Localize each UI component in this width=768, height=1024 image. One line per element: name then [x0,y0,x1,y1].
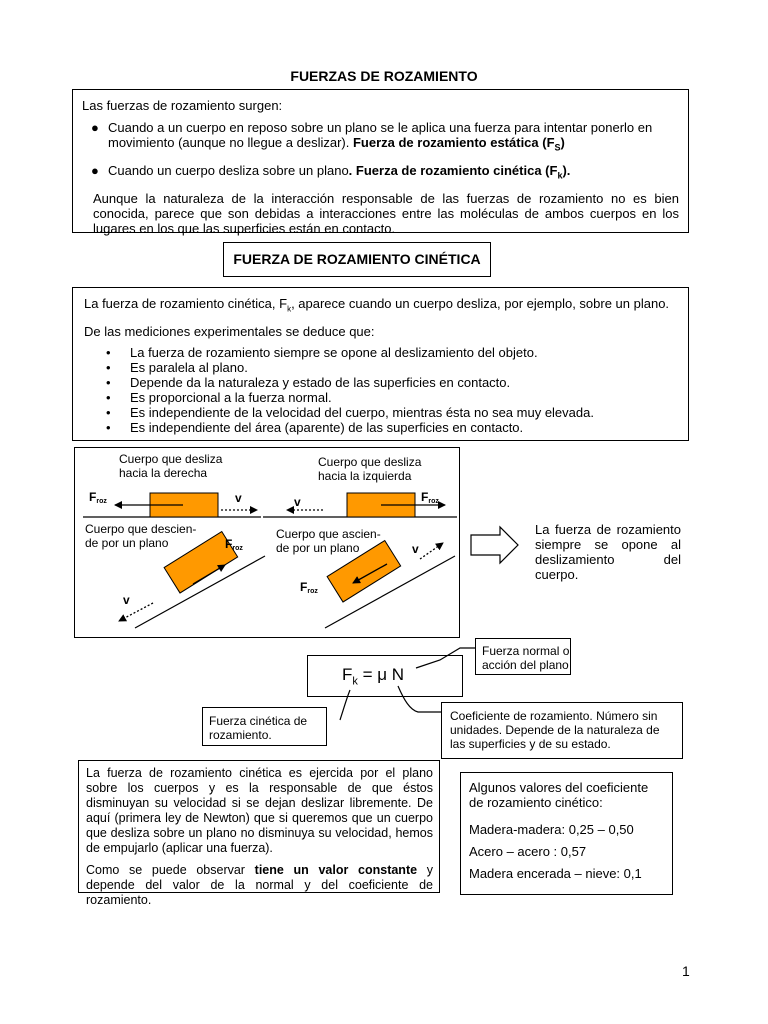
list-item: • Es paralela al plano. [106,359,248,375]
explanation-para1: La fuerza de rozamiento cinética es ejercida por el plano sobre los cuerpos y es la responsable de que éstos disminuyan su velocidad si se dejan deslizar libremente. De aquí (primera ley de Newton) que si queremos que un cuerpo que desliza sobre un plano no disminuya su velocidad, hemos de empujarlo (aplicar una fuerza). [86,766,433,855]
list-item: • Depende da la naturaleza y estado de las superficies en contacto. [106,374,511,390]
caption-ascending-2: de por un plano [276,541,360,555]
intro-paragraph: Aunque la naturaleza de la interacción responsable de las fuerzas de rozamiento no es bien conocida, parece que son debidas a interacciones entre las moléculas de ambos cuerpos en los lugares en los que las superficies están en contacto. [93,191,679,237]
list-item: ● Cuando un cuerpo desliza sobre un plano. Fuerza de rozamiento cinética $(F_k)$. [91,162,571,181]
kinetic-intro: La fuerza de rozamiento cinética, $F_k$, aparece cuando un cuerpo desliza, por ejemplo, sobre un plano. [84,296,670,314]
froz-label-2: Froz [421,490,439,505]
list-item: ● Cuando a un cuerpo en reposo sobre un plano se le aplica una fuerza para intentar ponerlo en movimiento (aunque no llegue a deslizar). Fuerza de rozamiento estática $(F_S)$ [91,120,653,153]
froz-label-1: Froz [89,490,107,505]
value-item: Madera-madera: 0,25 – 0,50 [469,822,634,837]
explanation-para2: Como se puede observar tiene un valor constante y depende del valor de la normal y del coeficiente de rozamiento. [86,863,433,907]
values-heading: Algunos valores del coeficiente de rozamiento cinético: [469,780,649,810]
caption-descending-2: de por un plano [85,536,169,550]
caption-right-2: hacia la derecha [119,466,208,480]
v-label-3: v [123,593,130,607]
page-number: 1 [682,963,690,979]
side-note: La fuerza de rozamiento siempre se opone al deslizamiento del cuerpo. [535,522,681,582]
caption-left: Cuerpo que desliza [318,455,422,469]
formula: $F_k = \mu$ N [342,665,405,688]
list-item: • Es independiente del área (aparente) de las superficies en contacto. [106,419,524,435]
caption-descending: Cuerpo que descien- [85,522,197,536]
v-label-4: v [412,542,419,556]
caption-left-2: hacia la izquierda [318,469,412,483]
v-label-1: v [235,491,242,505]
values-box [460,772,673,895]
list-item: • Es independiente de la velocidad del cuerpo, mientras ésta no sea muy elevada. [106,404,594,420]
explanation-box [78,760,440,907]
kinetic-force-box: Fuerza cinética de rozamiento. [202,707,327,746]
caption-ascending: Cuerpo que ascien- [276,527,381,541]
froz-label-4: Froz [300,580,318,595]
froz-label-3: Froz [225,537,243,552]
intro-heading: Las fuerzas de rozamiento surgen: [82,98,283,113]
coefficient-box: Coeficiente de rozamiento. Número sin unidades. Depende de la naturaleza de las superficies y de su estado. [441,702,683,759]
v-label-2: v [294,495,301,509]
list-item: • La fuerza de rozamiento siempre se opone al deslizamiento del objeto. [106,344,538,360]
section-title: FUERZA DE ROZAMIENTO CINÉTICA [223,242,491,277]
list-item: • Es proporcional a la fuerza normal. [106,389,332,405]
kinetic-line2: De las mediciones experimentales se deduce que: [84,323,375,339]
value-item: Madera encerada – nieve: 0,1 [469,866,642,881]
page-title: FUERZAS DE ROZAMIENTO [290,68,478,84]
caption-right: Cuerpo que desliza [119,452,223,466]
normal-force-box: Fuerza normal o acción del plano [475,638,571,675]
value-item: Acero – acero : 0,57 [469,844,587,859]
